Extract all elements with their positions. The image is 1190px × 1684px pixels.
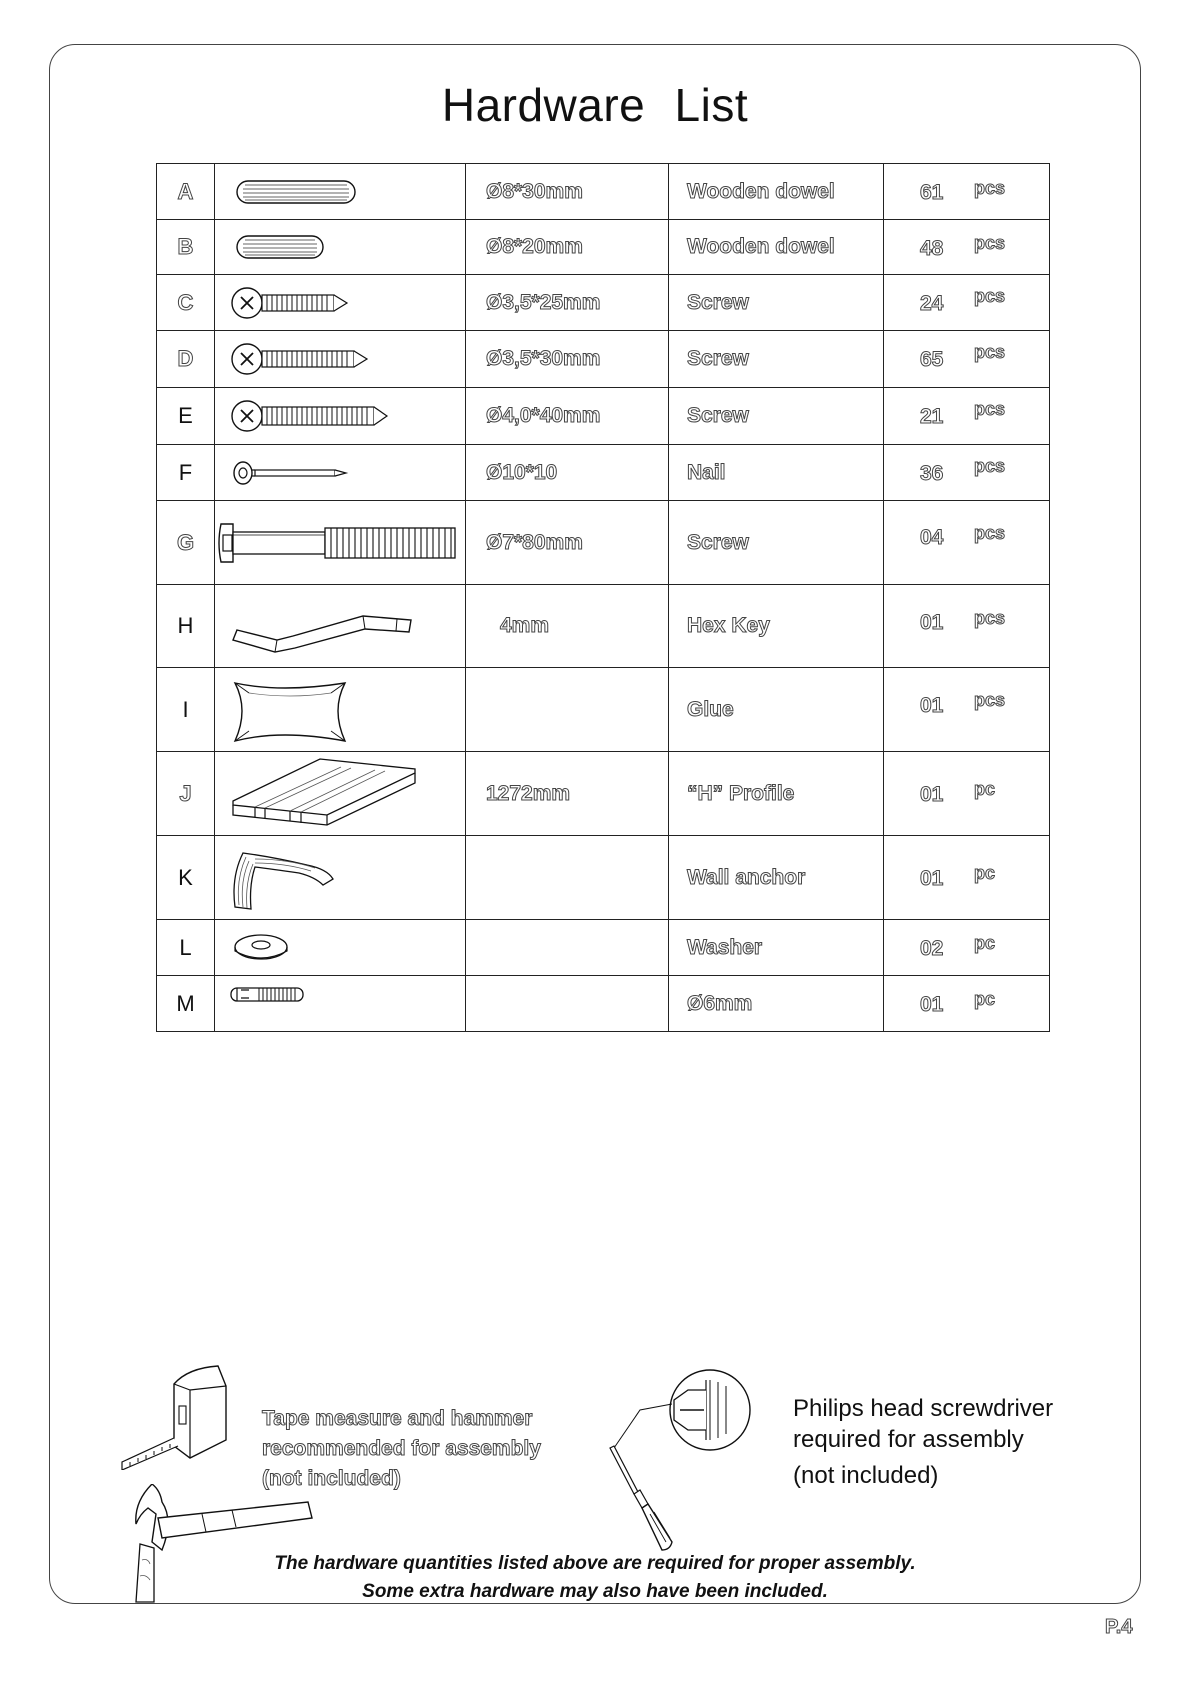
page-title [0, 78, 1190, 132]
part-letter: A [157, 164, 215, 220]
screw-icon [215, 332, 465, 387]
screwdriver-icon [600, 1366, 780, 1552]
hex-key-icon [215, 586, 465, 667]
part-letter: B [157, 220, 215, 275]
part-size-text: 4mm [500, 614, 550, 637]
part-quantity: 24 [920, 292, 944, 315]
table-row [157, 752, 1050, 836]
part-name: Screw [669, 275, 884, 331]
table-row [157, 164, 1050, 220]
part-size [466, 976, 669, 1032]
part-name: Ø6mm [669, 976, 884, 1032]
part-unit: pcs [974, 523, 1006, 543]
part-quantity: 01 [920, 993, 944, 1016]
table-row [157, 331, 1050, 388]
plastic-anchor-icon [215, 977, 465, 1031]
wall-anchor-strap-icon [215, 837, 465, 919]
part-size [466, 668, 669, 752]
screw-icon [215, 276, 465, 330]
part-name: Screw [669, 388, 884, 445]
part-letter: K [157, 836, 215, 920]
part-quantity: 01 [920, 611, 944, 634]
driver-line: (not included) [793, 1462, 939, 1489]
table-row [157, 668, 1050, 752]
dowel-short-icon [215, 221, 465, 274]
driver-line: required for assembly [793, 1426, 1024, 1453]
title-word-list: List [674, 79, 749, 131]
tools-recommendation [262, 1404, 541, 1494]
part-quantity: 04 [920, 526, 944, 549]
part-name: Wooden dowel [669, 220, 884, 275]
part-unit: pcs [974, 608, 1006, 628]
nail-icon [215, 446, 465, 500]
part-size: 1272mm [466, 752, 669, 836]
title-word-hardware: Hardware [441, 79, 646, 131]
part-letter: L [157, 920, 215, 976]
part-name: Screw [669, 501, 884, 585]
page-number: P.4 [1105, 1616, 1133, 1638]
table-row [157, 501, 1050, 585]
part-letter: F [157, 445, 215, 501]
part-size: Ø3,5*25mm [466, 275, 669, 331]
hardware-table [156, 163, 1050, 1032]
note-line: The hardware quantities listed above are required for proper assembly. [274, 1553, 916, 1574]
tools-line: recommended for assembly [262, 1437, 541, 1460]
table-row [157, 976, 1050, 1032]
screwdriver-requirement [793, 1393, 1053, 1491]
part-size [466, 836, 669, 920]
part-name: Screw [669, 331, 884, 388]
part-name: Hex Key [669, 585, 884, 668]
table-row [157, 275, 1050, 331]
part-size: Ø8*20mm [466, 220, 669, 275]
part-size [466, 585, 669, 668]
driver-line: Philips head screwdriver [793, 1395, 1054, 1422]
part-letter: M [157, 976, 215, 1032]
part-unit: pcs [974, 178, 1006, 198]
part-name: “H” Profile [669, 752, 884, 836]
part-quantity: 65 [920, 348, 944, 371]
table-row [157, 445, 1050, 501]
part-letter: C [157, 275, 215, 331]
hardware-quantity-note [0, 1550, 1190, 1606]
connector-bolt-icon [215, 502, 465, 584]
part-letter: D [157, 331, 215, 388]
table-row [157, 388, 1050, 445]
part-size: Ø4,0*40mm [466, 388, 669, 445]
glue-packet-icon [215, 669, 465, 751]
part-quantity: 48 [920, 237, 944, 260]
part-name: Nail [669, 445, 884, 501]
table-row [157, 836, 1050, 920]
part-letter: E [157, 388, 215, 445]
part-unit: pc [974, 779, 996, 799]
part-name: Washer [669, 920, 884, 976]
part-unit: pcs [974, 233, 1006, 253]
part-name: Wooden dowel [669, 164, 884, 220]
screw-icon [215, 389, 465, 444]
dowel-long-icon [215, 165, 465, 219]
tape-measure-icon [118, 1360, 243, 1470]
part-letter: H [157, 585, 215, 668]
part-quantity: 01 [920, 783, 944, 806]
part-unit: pc [974, 933, 996, 953]
part-letter: G [157, 501, 215, 585]
part-size: Ø10*10 [466, 445, 669, 501]
part-size: Ø8*30mm [466, 164, 669, 220]
part-quantity: 21 [920, 405, 944, 428]
part-unit: pc [974, 863, 996, 883]
part-letter: J [157, 752, 215, 836]
part-letter: I [157, 668, 215, 752]
part-unit: pcs [974, 456, 1006, 476]
part-quantity: 61 [920, 181, 944, 204]
part-unit: pcs [974, 286, 1006, 306]
table-row [157, 920, 1050, 976]
part-unit: pc [974, 989, 996, 1009]
tools-line: (not included) [262, 1467, 401, 1490]
table-row [157, 220, 1050, 275]
h-profile-icon [215, 753, 465, 835]
part-size: Ø7*80mm [466, 501, 669, 585]
table-row [157, 585, 1050, 668]
part-unit: pcs [974, 690, 1006, 710]
part-quantity: 01 [920, 694, 944, 717]
part-name: Glue [669, 668, 884, 752]
part-size: Ø3,5*30mm [466, 331, 669, 388]
part-unit: pcs [974, 399, 1006, 419]
part-quantity: 01 [920, 867, 944, 890]
part-name: Wall anchor [669, 836, 884, 920]
part-size [466, 920, 669, 976]
part-quantity: 02 [920, 937, 944, 960]
part-quantity: 36 [920, 462, 944, 485]
washer-icon [215, 921, 465, 975]
tools-line: Tape measure and hammer [262, 1407, 533, 1430]
part-unit: pcs [974, 342, 1006, 362]
note-line: Some extra hardware may also have been included. [362, 1581, 828, 1602]
